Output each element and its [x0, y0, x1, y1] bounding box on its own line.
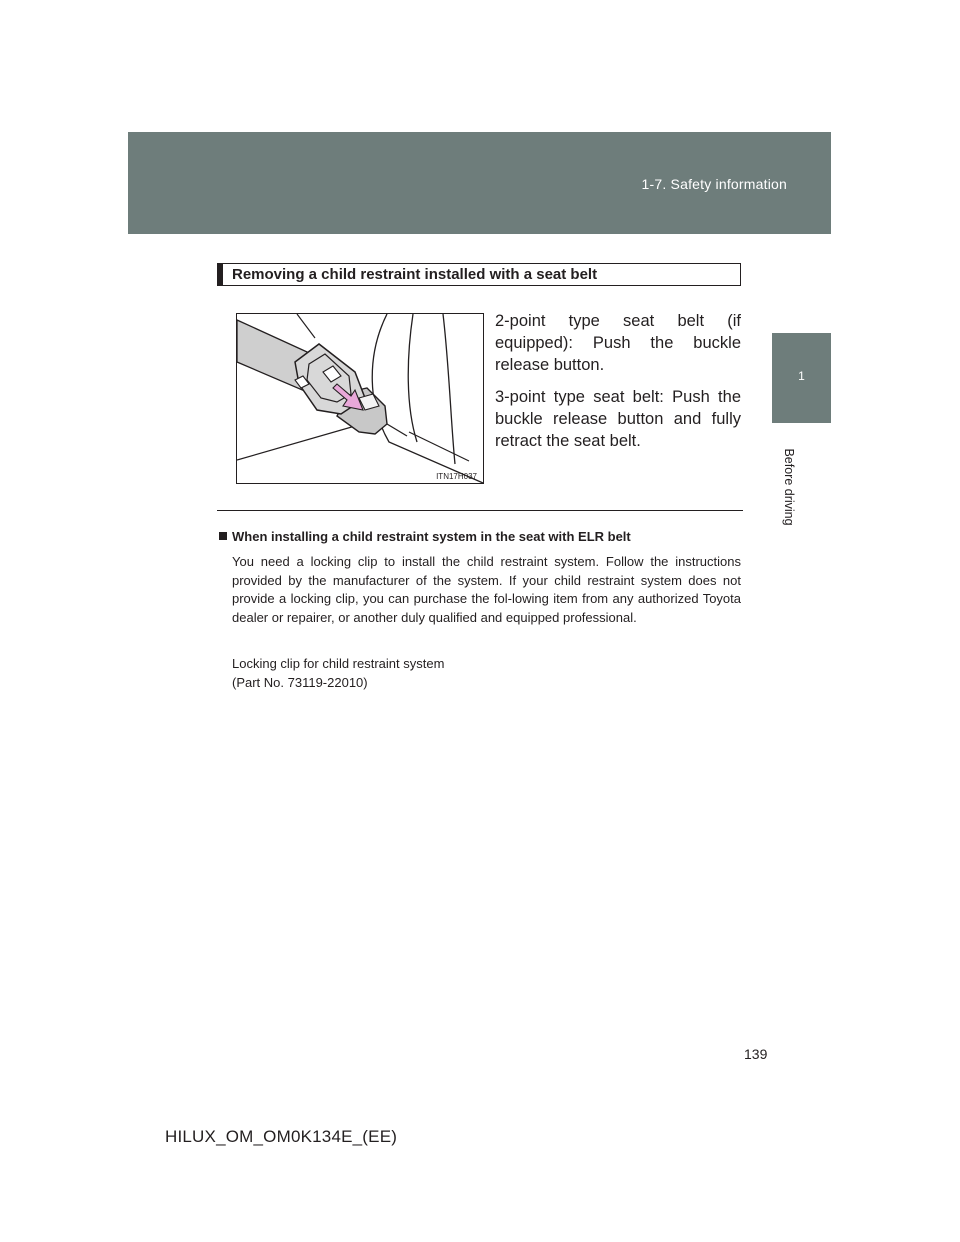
instruction-3-point: 3-point type seat belt: Push the buckle release button and fully retract the seat belt.: [495, 388, 741, 450]
header-band: [128, 132, 831, 234]
part-name: Locking clip for child restraint system: [232, 656, 445, 671]
chapter-label-container: [779, 437, 799, 537]
section-title-bar: [218, 264, 223, 285]
figure-code: ITN17H037: [436, 472, 477, 481]
chapter-number: 1: [798, 369, 805, 383]
section-breadcrumb: 1-7. Safety information: [641, 176, 787, 192]
part-number: (Part No. 73119-22010): [232, 674, 368, 690]
instruction-2-point: 2-point type seat belt (if equipped): Push the buckle release button.: [495, 312, 741, 374]
note-heading: [219, 529, 631, 544]
note-body: You need a locking clip to install the child restraint system. Follow the instructions provided by the manufacturer of the system. If your child restraint system does not provide a locking clip, you can purchase the fol-lowing item from any authorized Toyota dealer or repairer, or another duly qualified and equipped professional.: [232, 554, 741, 625]
square-bullet-icon: [219, 532, 227, 540]
note-heading-text: When installing a child restraint system in the seat with ELR belt: [232, 529, 631, 544]
chapter-tab: [772, 333, 831, 423]
chapter-label: Before driving: [782, 448, 796, 526]
section-title-box: [217, 263, 741, 286]
note-part-info: [232, 655, 444, 692]
seat-belt-figure: [236, 313, 484, 484]
page-number: 139: [744, 1046, 768, 1062]
document-code-footer: HILUX_OM_OM0K134E_(EE): [165, 1127, 398, 1146]
seat-belt-buckle-release-illustration: [237, 314, 483, 483]
section-title: Removing a child restraint installed with a seat belt: [232, 266, 598, 283]
section-divider: [217, 510, 743, 511]
